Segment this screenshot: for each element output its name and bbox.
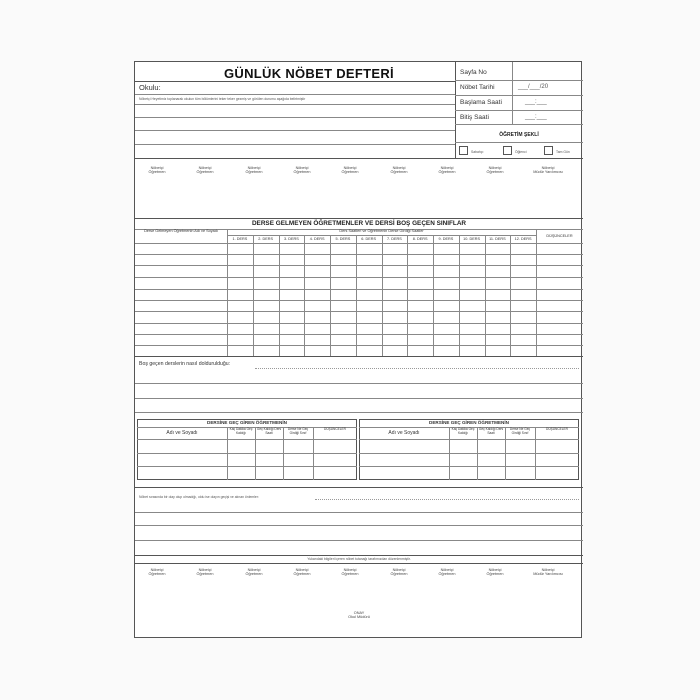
lesson-header: 3. DERS bbox=[283, 237, 299, 241]
afternoon-option: Öğlenci bbox=[515, 150, 527, 154]
late-table-header: DÜŞÜNCELER bbox=[324, 427, 346, 431]
table-row[interactable] bbox=[359, 466, 579, 467]
signature-slot: Nöbetçi Öğretmen bbox=[148, 568, 166, 577]
page-number-field[interactable] bbox=[514, 64, 580, 78]
table-row[interactable] bbox=[135, 334, 583, 335]
signature-slot: Nöbetçi Öğretmen bbox=[341, 166, 359, 175]
late-table-header: Derse Ne Geç Girdiği Sınıf bbox=[287, 427, 309, 435]
signature-slot: Nöbetçi Öğretmen bbox=[196, 166, 214, 175]
table-row[interactable] bbox=[135, 345, 583, 346]
absent-name-header: Derse Gelmeyen Öğretmenin Adı ve Soyadı bbox=[144, 229, 218, 233]
late-table-title: DERSİNE GEÇ GİREN ÖĞRETMENİN bbox=[429, 420, 509, 425]
signature-slot: Nöbetçi Öğretmen bbox=[293, 166, 311, 175]
table-row[interactable] bbox=[135, 323, 583, 324]
signature-slot: Nöbetçi Öğretmen bbox=[293, 568, 311, 577]
signature-slot: Nöbetçi Öğretmen bbox=[438, 166, 456, 175]
teaching-mode-label: ÖĞRETİM ŞEKLİ bbox=[499, 132, 539, 138]
late-table-header: Geç Kaldığı Ders Saati bbox=[256, 427, 282, 435]
fullday-option: Tam Gün bbox=[556, 150, 570, 154]
lesson-header: 9. DERS bbox=[438, 237, 454, 241]
absent-table-title: DERSE GELMEYEN ÖĞRETMENLER VE DERSİ BOŞ GEÇEN SINIFLAR bbox=[251, 220, 467, 227]
signature-slot: Nöbetçi Öğretmen bbox=[245, 166, 263, 175]
lesson-hours-header: Ders Saatleri ve Öğretmenin Derse Girdiği Saatler bbox=[339, 229, 424, 233]
lesson-header: 5. DERS bbox=[335, 237, 351, 241]
confirmation-text: Yukarıdaki bilgileri içeren nöbet tutanağı tarafımızdan düzenlenmiştir. bbox=[307, 557, 411, 561]
vice-principal-signature: Nöbetçi Müdür Yardımcısı bbox=[533, 166, 563, 175]
form-title: GÜNLÜK NÖBET DEFTERİ bbox=[224, 66, 394, 81]
signature-slot: Nöbetçi Öğretmen bbox=[148, 166, 166, 175]
late-table-header: Adı ve Soyadı bbox=[388, 430, 420, 436]
table-row[interactable] bbox=[135, 300, 583, 301]
lesson-header: 1. DERS bbox=[232, 237, 248, 241]
signature-slot: Nöbetçi Öğretmen bbox=[245, 568, 263, 577]
lesson-header: 12. DERS bbox=[514, 237, 532, 241]
table-row[interactable] bbox=[135, 254, 583, 255]
signature-slot: Nöbetçi Öğretmen bbox=[486, 166, 504, 175]
late-table-header: Derse Ne Geç Girdiği Sınıf bbox=[509, 427, 531, 435]
morning-option: Sabahçı bbox=[471, 150, 484, 154]
lesson-header: 10. DERS bbox=[463, 237, 481, 241]
signature-slot: Nöbetçi Öğretmen bbox=[196, 568, 214, 577]
table-row[interactable] bbox=[137, 453, 357, 454]
start-time-label: Başlama Saati bbox=[460, 99, 502, 106]
duty-log-form bbox=[134, 61, 582, 638]
table-row[interactable] bbox=[359, 453, 579, 454]
start-time-field[interactable]: ___:___ bbox=[525, 99, 547, 105]
incident-notes-label: Nöbet sırasında bir olay olup olmadığı, oldu ise olayın geçişi ve alınan önlemler: bbox=[139, 495, 259, 499]
late-table-header: DÜŞÜNCELER bbox=[546, 427, 568, 431]
table-row[interactable] bbox=[135, 277, 583, 278]
late-table-title: DERSİNE GEÇ GİREN ÖĞRETMENİN bbox=[207, 420, 287, 425]
table-row[interactable] bbox=[137, 466, 357, 467]
late-table-header: Kaç Dakika Geç Kaldığı bbox=[229, 427, 253, 435]
late-table-header: Geç Kaldığı Ders Saati bbox=[478, 427, 504, 435]
signature-slot: Nöbetçi Öğretmen bbox=[486, 568, 504, 577]
lesson-header: 4. DERS bbox=[309, 237, 325, 241]
morning-checkbox[interactable] bbox=[459, 146, 468, 155]
inspection-instruction: Nöbetçi Heyetimiz toplanarak okulun tüm bölümlerini teker teker gezmiş ve görülen durumu aşağıda belirtmiştir bbox=[139, 97, 306, 101]
lesson-header: 6. DERS bbox=[361, 237, 377, 241]
late-table-header: Kaç Dakika Geç Kaldığı bbox=[451, 427, 475, 435]
principal-approval: ONAY Okul Müdürü bbox=[348, 611, 370, 620]
late-table-header: Adı ve Soyadı bbox=[166, 430, 198, 436]
duty-date-field[interactable]: ___/___/20 bbox=[518, 84, 549, 90]
lesson-header: 2. DERS bbox=[258, 237, 274, 241]
signature-slot: Nöbetçi Öğretmen bbox=[341, 568, 359, 577]
school-label: Okulu: bbox=[139, 83, 161, 92]
lesson-header: 7. DERS bbox=[386, 237, 402, 241]
signature-slot: Nöbetçi Öğretmen bbox=[438, 568, 456, 577]
lesson-header: 11. DERS bbox=[489, 237, 506, 241]
end-time-label: Bitiş Saati bbox=[460, 114, 489, 121]
end-time-field[interactable]: ___:___ bbox=[525, 114, 547, 120]
fullday-checkbox[interactable] bbox=[544, 146, 553, 155]
page-number-label: Sayfa No bbox=[460, 69, 487, 76]
table-row[interactable] bbox=[135, 289, 583, 290]
lesson-header: 8. DERS bbox=[412, 237, 428, 241]
afternoon-checkbox[interactable] bbox=[503, 146, 512, 155]
table-row[interactable] bbox=[135, 265, 583, 266]
table-row[interactable] bbox=[135, 311, 583, 312]
signature-slot: Nöbetçi Öğretmen bbox=[390, 166, 408, 175]
empty-lessons-label: Boş geçen derslerin nasıl doldurulduğu: bbox=[139, 361, 231, 367]
absent-notes-header: DÜŞÜNCELER bbox=[546, 234, 573, 238]
vice-principal-signature: Nöbetçi Müdür Yardımcısı bbox=[533, 568, 563, 577]
duty-date-label: Nöbet Tarihi bbox=[460, 84, 495, 91]
signature-slot: Nöbetçi Öğretmen bbox=[390, 568, 408, 577]
